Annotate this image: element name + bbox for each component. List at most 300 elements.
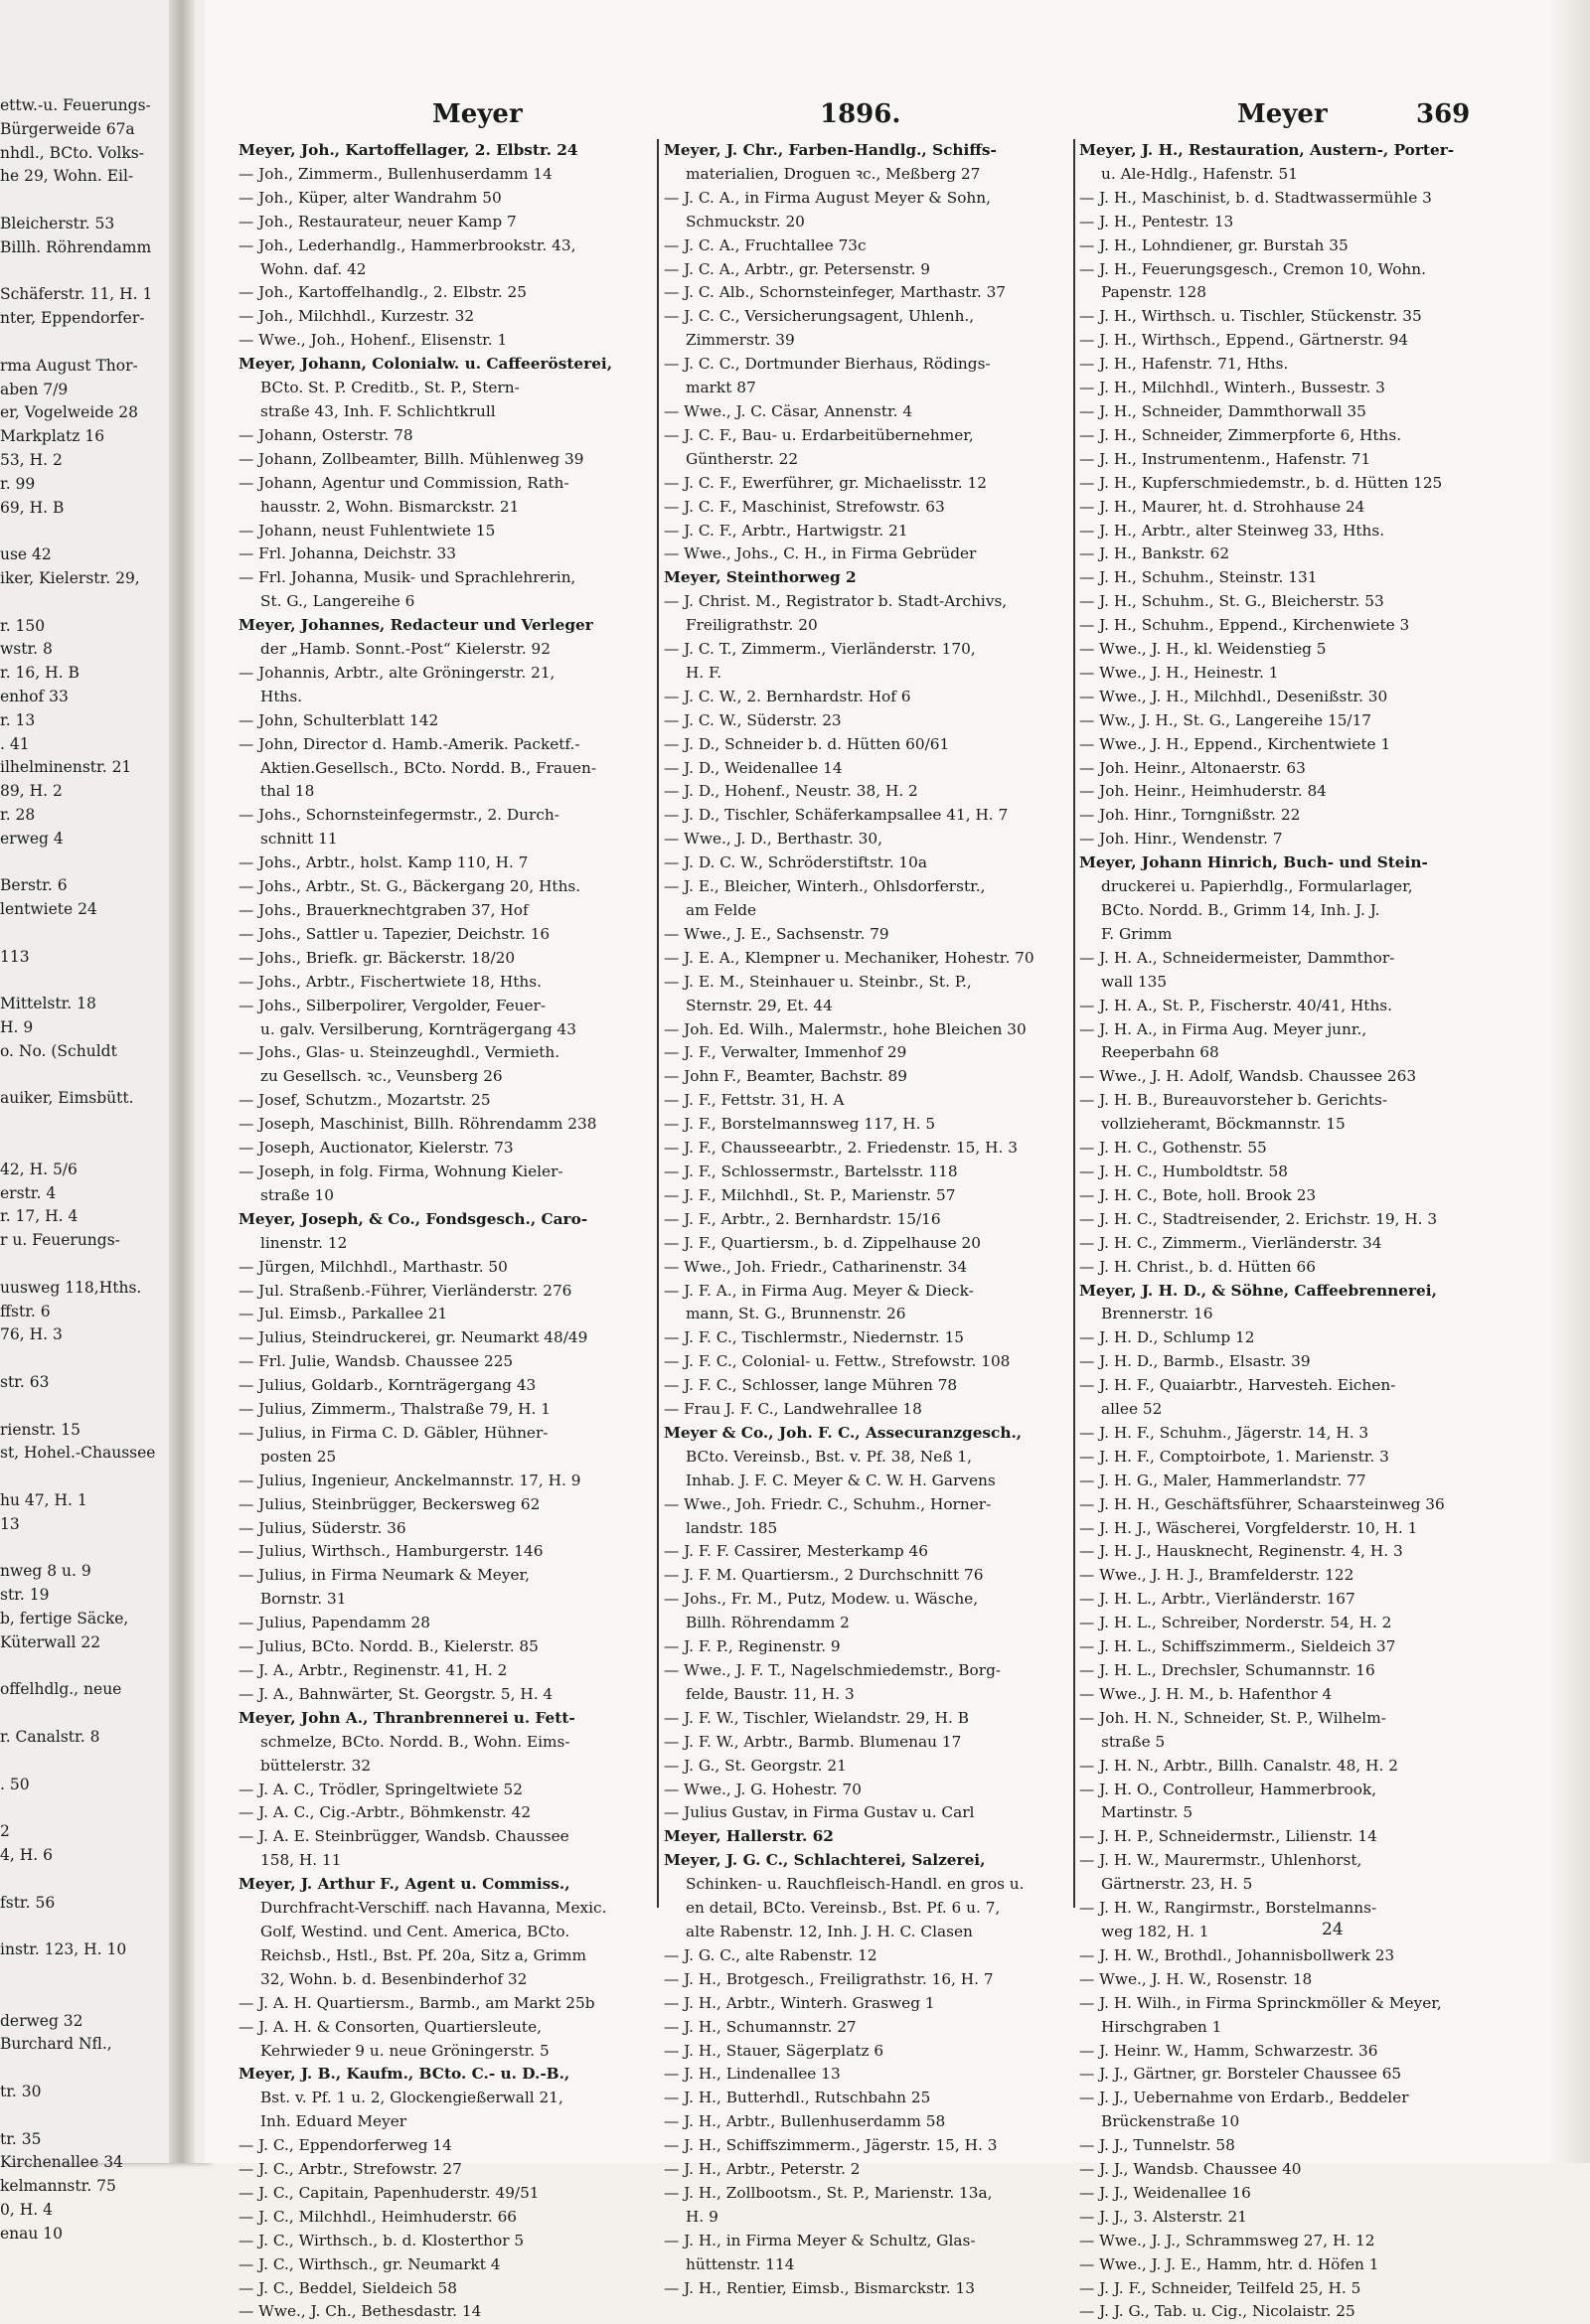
- left-fragment-line: tr. 30: [0, 2082, 42, 2100]
- directory-entry: — J. F. F. Cassirer, Mesterkamp 46: [664, 1542, 928, 1561]
- left-fragment-line: r. 99: [0, 474, 36, 493]
- directory-entry: — Julius, Papendamm 28: [238, 1614, 431, 1632]
- directory-entry: — J. F. C., Schlosser, lange Mühren 78: [664, 1376, 958, 1395]
- directory-entry: — J. H., Arbtr., Bullenhuserdamm 58: [664, 2112, 946, 2131]
- directory-entry: — J. A. C., Cig.-Arbtr., Böhmkenstr. 42: [238, 1803, 532, 1822]
- directory-entry: — J. H., Instrumentenm., Hafenstr. 71: [1079, 449, 1371, 468]
- directory-entry: — Julius Gustav, in Firma Gustav u. Carl: [664, 1803, 975, 1822]
- directory-entry: — J. H., Schuhm., St. G., Bleicherstr. 53: [1079, 592, 1384, 611]
- directory-entry: — Julius, Ingenieur, Anckelmannstr. 17, H. 9: [238, 1471, 581, 1489]
- directory-entry: — J. F., Chausseearbtr., 2. Friedenstr. 15, H. 3: [664, 1139, 1018, 1158]
- directory-entry: — J. E., Bleicher, Winterh., Ohlsdorferstr.,: [664, 877, 986, 896]
- directory-entry: — Johs., Arbtr., St. G., Bäckergang 20, Hths.: [238, 877, 581, 896]
- directory-entry: — J. H., in Firma Meyer & Schultz, Glas-: [664, 2231, 976, 2249]
- directory-entry: Meyer, J. B., Kaufm., BCto. C.- u. D.-B.,: [238, 2065, 570, 2084]
- left-fragment-line: wstr. 8: [0, 640, 53, 659]
- directory-entry: — J. H., Schuhm., Steinstr. 131: [1079, 568, 1318, 587]
- left-fragment-line: er, Vogelweide 28: [0, 403, 139, 422]
- left-fragment-line: b, fertige Säcke,: [0, 1610, 129, 1627]
- directory-entry: hausstr. 2, Wohn. Bismarckstr. 21: [260, 497, 520, 516]
- directory-entry: — J. H., Stauer, Sägerplatz 6: [664, 2041, 884, 2060]
- directory-entry: schmelze, BCto. Nordd. B., Wohn. Eims-: [260, 1732, 570, 1751]
- directory-entry: — J. C. F., Ewerführer, gr. Michaelisstr. 12: [664, 473, 987, 492]
- directory-entry: markt 87: [686, 379, 756, 397]
- left-fragment-line: Kirchenallee 34: [0, 2153, 123, 2172]
- directory-entry: — J. C., Wirthsch., gr. Neumarkt 4: [238, 2254, 501, 2273]
- left-fragment-line: 76, H. 3: [0, 1325, 63, 1344]
- directory-entry: — Johannis, Arbtr., alte Gröningerstr. 21,: [238, 663, 556, 682]
- directory-entry: — J. H. C., Gothenstr. 55: [1079, 1139, 1267, 1158]
- directory-entry: Güntherstr. 22: [686, 449, 799, 468]
- directory-entry: — J. C. F., Arbtr., Hartwigstr. 21: [664, 521, 908, 540]
- directory-entry: — J. F. W., Arbtr., Barmb. Blumenau 17: [664, 1732, 962, 1751]
- directory-entry: Meyer, Hallerstr. 62: [664, 1827, 834, 1846]
- directory-entry: — Wwe., J. D., Berthastr. 30,: [664, 830, 882, 849]
- left-page-fragment: [0, 94, 167, 2247]
- directory-entry: — Josef, Schutzm., Mozartstr. 25: [238, 1091, 491, 1110]
- left-fragment-line: r. 28: [0, 805, 36, 824]
- directory-entry: der „Hamb. Sonnt.-Post“ Kielerstr. 92: [260, 640, 552, 659]
- page-number: 369: [1416, 99, 1471, 129]
- directory-entry: mann, St. G., Brunnenstr. 26: [686, 1305, 906, 1323]
- left-fragment-line: H. 9: [0, 1018, 34, 1037]
- directory-entry: — J. H., Schneider, Dammthorwall 35: [1079, 401, 1366, 420]
- directory-entry: Sternstr. 29, Et. 44: [686, 996, 833, 1014]
- left-fragment-line: Billh. Röhrendamm: [0, 237, 152, 256]
- left-fragment-line: hu 47, H. 1: [0, 1491, 87, 1510]
- directory-entry: — Wwe., J. H., Eppend., Kirchentwiete 1: [1079, 734, 1391, 753]
- directory-entry: — J. G. C., alte Rabenstr. 12: [664, 1945, 877, 1964]
- directory-entry: — John, Director d. Hamb.-Amerik. Packetf.-: [238, 734, 580, 753]
- directory-entry: Brennerstr. 16: [1101, 1305, 1213, 1323]
- directory-entry: — J. H. Wilh., in Firma Sprinckmöller & Meyer,: [1079, 1993, 1442, 2012]
- directory-entry: — J. F. M. Quartiersm., 2 Durchschnitt 76: [664, 1566, 984, 1585]
- directory-entry: — J. E. A., Klempner u. Mechaniker, Hohestr. 70: [664, 948, 1034, 967]
- directory-entry: — J. C. A., Arbtr., gr. Petersenstr. 9: [664, 259, 931, 278]
- directory-entry: — Joh., Kartoffelhandlg., 2. Elbstr. 25: [238, 283, 527, 302]
- directory-entry: — J. F., Schlossermstr., Bartelsstr. 118: [664, 1162, 958, 1180]
- left-fragment-line: [0, 1537, 167, 1561]
- left-fragment-line: [0, 2057, 167, 2081]
- directory-entry: — Joh. Hinr., Wendenstr. 7: [1079, 830, 1283, 849]
- directory-entry: — Joh., Zimmerm., Bullenhuserdamm 14: [238, 164, 553, 183]
- directory-entry: — Wwe., J. H., Milchhdl., Desenißstr. 30: [1079, 687, 1388, 705]
- left-fragment-line: str. 63: [0, 1373, 50, 1392]
- directory-entry: — J. H., Kupferschmiedemstr., b. d. Hütten 125: [1079, 473, 1443, 492]
- directory-entry: — Johs., Glas- u. Steinzeughdl., Vermieth.: [238, 1043, 560, 1062]
- directory-entry: Gärtnerstr. 23, H. 5: [1101, 1875, 1253, 1894]
- directory-entry: — J. H., Zollbootsm., St. P., Marienstr. 13a,: [664, 2183, 993, 2202]
- left-fragment-line: rienstr. 15: [0, 1420, 80, 1439]
- directory-entry: — Wwe., J. J., Schrammsweg 27, H. 12: [1079, 2231, 1375, 2249]
- directory-entry: — J. D. C. W., Schröderstiftstr. 10a: [664, 853, 928, 872]
- directory-entry: Golf, Westind. und Cent. America, BCto.: [260, 1922, 570, 1940]
- directory-entry: — J. C. F., Bau- u. Erdarbeitübernehmer,: [664, 425, 974, 444]
- directory-entry: — J. H., Maurer, ht. d. Strohhause 24: [1079, 497, 1365, 516]
- left-fragment-line: enau 10: [0, 2224, 64, 2243]
- directory-entry: — J. C. C., Dortmunder Bierhaus, Rödings-: [664, 355, 991, 374]
- directory-entry: Freiligrathstr. 20: [686, 616, 818, 635]
- directory-entry: Meyer, Johannes, Redacteur und Verleger: [238, 616, 593, 635]
- directory-entry: — Wwe., J. G. Hohestr. 70: [664, 1780, 862, 1798]
- directory-entry: straße 5: [1101, 1732, 1166, 1751]
- directory-entry: — J. H. L., Arbtr., Vierländerstr. 167: [1079, 1590, 1355, 1609]
- left-fragment-line: [0, 1466, 167, 1489]
- directory-entry: — J. H., Butterhdl., Rutschbahn 25: [664, 2089, 931, 2107]
- directory-entry: Durchfracht-Verschiff. nach Havanna, Mexic.: [260, 1899, 607, 1918]
- directory-entry: — Julius, Goldarb., Kornträgergang 43: [238, 1376, 537, 1395]
- directory-entry: — J. H. W., Maurermstr., Uhlenhorst,: [1079, 1851, 1362, 1870]
- directory-entry: — J. H. L., Schreiber, Norderstr. 54, H. 2: [1079, 1614, 1392, 1632]
- directory-entry: — J. Heinr. W., Hamm, Schwarzestr. 36: [1079, 2041, 1378, 2060]
- directory-entry: Zimmerstr. 39: [686, 331, 795, 350]
- directory-entry: — J. H., Arbtr., Winterh. Grasweg 1: [664, 1993, 935, 2012]
- directory-entry: — John, Schulterblatt 142: [238, 710, 439, 729]
- directory-entry: — J. H., Schneider, Zimmerpforte 6, Hths.: [1079, 425, 1402, 444]
- directory-entry: — J. H. A., St. P., Fischerstr. 40/41, Hths.: [1079, 996, 1393, 1014]
- directory-entry: — Julius, BCto. Nordd. B., Kielerstr. 85: [238, 1637, 539, 1656]
- directory-entry: BCto. Nordd. B., Grimm 14, Inh. J. J.: [1101, 901, 1380, 919]
- left-fragment-line: erstr. 4: [0, 1183, 57, 1202]
- directory-entry: Hirschgraben 1: [1101, 2017, 1222, 2036]
- directory-entry: u. Ale-Hdlg., Hafenstr. 51: [1101, 164, 1298, 183]
- directory-entry: — J. J., Wandsb. Chaussee 40: [1079, 2160, 1302, 2179]
- left-fragment-line: 113: [0, 947, 30, 966]
- directory-entry: — Joh. H. N., Schneider, St. P., Wilhelm-: [1079, 1708, 1386, 1727]
- directory-entry: — J. H., Bankstr. 62: [1079, 544, 1230, 563]
- directory-entry: — J. J., Weidenallee 16: [1079, 2183, 1251, 2202]
- directory-entry: Schmuckstr. 20: [686, 212, 805, 231]
- directory-entry: Papenstr. 128: [1101, 283, 1206, 302]
- left-fragment-line: [0, 1962, 167, 1986]
- directory-entry: — Julius, Wirthsch., Hamburgerstr. 146: [238, 1542, 544, 1561]
- left-fragment-line: r. 150: [0, 616, 46, 635]
- directory-entry: H. F.: [686, 663, 722, 682]
- directory-entry: — J. C., Arbtr., Strefowstr. 27: [238, 2160, 462, 2179]
- directory-entry: 158, H. 11: [260, 1851, 342, 1870]
- directory-entry: — J. D., Schneider b. d. Hütten 60/61: [664, 734, 950, 753]
- left-fragment-line: he 29, Wohn. Eil-: [0, 167, 134, 186]
- directory-entry: — Joh. Ed. Wilh., Malermstr., hohe Bleichen 30: [664, 1019, 1027, 1038]
- directory-entry: — J. H. F., Comptoirbote, 1. Marienstr. 3: [1079, 1447, 1389, 1466]
- left-fragment-line: iker, Kielerstr. 29,: [0, 568, 140, 587]
- directory-entry: — Wwe., J. E., Sachsenstr. 79: [664, 924, 889, 943]
- left-fragment-line: 0, H. 4: [0, 2200, 53, 2219]
- left-fragment-line: [0, 1915, 167, 1938]
- directory-entry: — J. F. C., Colonial- u. Fettw., Strefowstr. 108: [664, 1352, 1011, 1371]
- directory-entry: — J. H. Christ., b. d. Hütten 66: [1079, 1257, 1316, 1276]
- left-fragment-line: Burchard Nfl.,: [0, 2035, 112, 2054]
- directory-entry: — Johann, neust Fuhlentwiete 15: [238, 521, 496, 540]
- directory-entry: Meyer, J. H. D., & Söhne, Caffeebrennerei,: [1079, 1281, 1437, 1300]
- directory-entry: — J. H. C., Zimmerm., Vierländerstr. 34: [1079, 1233, 1382, 1252]
- left-fragment-line: use 42: [0, 545, 52, 564]
- directory-entry: — J. H. W., Brothdl., Johannisbollwerk 23: [1079, 1945, 1395, 1964]
- directory-entry: zu Gesellsch. ꝛc., Veunsberg 26: [260, 1067, 503, 1086]
- directory-entry: posten 25: [260, 1447, 337, 1466]
- directory-entry: Schinken- u. Rauchfleisch-Handl. en gros u.: [686, 1875, 1025, 1894]
- directory-entry: — J. H., Arbtr., Peterstr. 2: [664, 2160, 861, 2179]
- left-fragment-line: 42, H. 5/6: [0, 1160, 78, 1178]
- directory-entry: — Wwe., Joh. Friedr. C., Schuhm., Horner-: [664, 1494, 992, 1513]
- directory-entry: Brückenstraße 10: [1101, 2112, 1240, 2131]
- left-fragment-line: uusweg 118,Hths.: [0, 1278, 142, 1297]
- directory-entry: — J. H., Maschinist, b. d. Stadtwassermühle 3: [1079, 188, 1432, 207]
- left-fragment-line: r. Canalstr. 8: [0, 1727, 100, 1746]
- directory-entry: — Frl. Johanna, Musik- und Sprachlehrerin,: [238, 568, 576, 587]
- left-fragment-line: fstr. 56: [0, 1893, 56, 1912]
- left-fragment-line: r. 13: [0, 710, 36, 729]
- page-edge: [1550, 0, 1590, 2163]
- directory-entry: — J. D., Hohenf., Neustr. 38, H. 2: [664, 782, 918, 801]
- directory-entry: — J. J. G., Tab. u. Cig., Nicolaistr. 25: [1079, 2302, 1355, 2321]
- directory-entry: — J. C., Wirthsch., b. d. Klosterthor 5: [238, 2231, 525, 2249]
- directory-entry: — Johann, Agentur und Commission, Rath-: [238, 473, 569, 492]
- directory-entry: — J. F., Arbtr., 2. Bernhardstr. 15/16: [664, 1209, 941, 1228]
- directory-entry: — J. A. H. Quartiersm., Barmb., am Markt 25b: [238, 1993, 595, 2012]
- directory-entry: am Felde: [686, 901, 757, 919]
- directory-entry: straße 43, Inh. F. Schlichtkrull: [260, 401, 496, 420]
- left-fragment-line: nter, Eppendorfer-: [0, 309, 145, 328]
- directory-entry: — J. C. F., Maschinist, Strefowstr. 63: [664, 497, 945, 516]
- left-fragment-line: [0, 520, 167, 543]
- directory-entry: Meyer & Co., Joh. F. C., Assecuranzgesch.,: [664, 1423, 1023, 1442]
- directory-entry: — J. C., Eppendorferweg 14: [238, 2136, 452, 2155]
- directory-entry: Hths.: [260, 687, 303, 705]
- column-rule-1: [657, 139, 659, 1908]
- directory-entry: — Wwe., J. Ch., Bethesdastr. 14: [238, 2302, 482, 2321]
- directory-entry: — J. H. D., Barmb., Elsastr. 39: [1079, 1352, 1311, 1371]
- directory-entry: — J. J. F., Schneider, Teilfeld 25, H. 5: [1079, 2278, 1361, 2297]
- directory-entry: — Joh. Hinr., Torngnißstr. 22: [1079, 806, 1301, 825]
- directory-entry: — J. A. C., Trödler, Springeltwiete 52: [238, 1780, 523, 1798]
- directory-entry: — J. H., Lindenallee 13: [664, 2065, 841, 2084]
- directory-entry: — J. H., Schuhm., Eppend., Kirchenwiete 3: [1079, 616, 1410, 635]
- left-fragment-line: 4, H. 6: [0, 1845, 53, 1864]
- directory-entry: — J. A. H. & Consorten, Quartiersleute,: [238, 2017, 542, 2036]
- left-fragment-line: [0, 1253, 167, 1277]
- left-fragment-line: [0, 189, 167, 213]
- directory-entry: felde, Baustr. 11, H. 3: [686, 1684, 855, 1703]
- left-fragment-line: ilhelminenstr. 21: [0, 758, 132, 777]
- left-fragment-line: [0, 1655, 167, 1679]
- left-fragment-line: 89, H. 2: [0, 782, 63, 801]
- left-fragment-line: derweg 32: [0, 2011, 83, 2030]
- directory-entry: — Joh., Küper, alter Wandrahm 50: [238, 188, 502, 207]
- directory-entry: Meyer, Joseph, & Co., Fondsgesch., Caro-: [238, 1209, 588, 1228]
- left-fragment-line: aben 7/9: [0, 380, 69, 398]
- left-fragment-line: [0, 922, 167, 946]
- directory-entry: — J. J., Gärtner, gr. Borsteler Chaussee 65: [1079, 2065, 1402, 2084]
- directory-entry: — Joh., Milchhdl., Kurzestr. 32: [238, 307, 475, 326]
- directory-entry: — Frl. Johanna, Deichstr. 33: [238, 544, 457, 563]
- directory-entry: — J. H., Hafenstr. 71, Hths.: [1079, 355, 1289, 374]
- directory-entry: — J. Christ. M., Registrator b. Stadt-Archivs,: [664, 592, 1008, 611]
- directory-entry: Meyer, Joh., Kartoffellager, 2. Elbstr. 24: [238, 141, 578, 159]
- directory-entry: — J. F. C., Tischlermstr., Niedernstr. 15: [664, 1328, 965, 1347]
- left-fragment-line: st, Hohel.-Chaussee: [0, 1444, 156, 1463]
- directory-entry: — Ww., J. H., St. G., Langereihe 15/17: [1079, 710, 1372, 729]
- directory-entry: — J. C., Beddel, Sieldeich 58: [238, 2278, 457, 2297]
- left-fragment-line: [0, 1986, 167, 2010]
- column-1: [238, 139, 654, 2324]
- directory-entry: — J. H. C., Humboldtstr. 58: [1079, 1162, 1288, 1180]
- directory-entry: Meyer, J. Chr., Farben-Handlg., Schiffs-: [664, 141, 997, 159]
- directory-entry: — Wwe., J. J. E., Hamm, htr. d. Höfen 1: [1079, 2254, 1379, 2273]
- directory-entry: — Joh., Restaurateur, neuer Kamp 7: [238, 212, 517, 231]
- header-year: 1896.: [820, 99, 901, 129]
- left-fragment-line: [0, 1395, 167, 1419]
- directory-entry: — Johs., Sattler u. Tapezier, Deichstr. 16: [238, 924, 551, 943]
- directory-entry: — J. H., Wirthsch. u. Tischler, Stückenstr. 35: [1079, 307, 1422, 326]
- directory-entry: — Julius, in Firma Neumark & Meyer,: [238, 1566, 531, 1585]
- directory-entry: — J. H. A., in Firma Aug. Meyer junr.,: [1079, 1019, 1367, 1038]
- column-2: [664, 139, 1071, 2300]
- left-fragment-line: r u. Feuerungs-: [0, 1231, 120, 1250]
- directory-entry: — J. H. W., Rangirmstr., Borstelmanns-: [1079, 1899, 1377, 1918]
- directory-entry: Martinstr. 5: [1101, 1803, 1193, 1822]
- left-fragment-line: . 50: [0, 1775, 30, 1793]
- directory-entry: — J. F. W., Tischler, Wielandstr. 29, H. B: [664, 1708, 969, 1727]
- directory-entry: büttelerstr. 32: [260, 1756, 372, 1775]
- directory-entry: — J. H., Schumannstr. 27: [664, 2017, 857, 2036]
- directory-entry: — J. A. E. Steinbrügger, Wandsb. Chaussee: [238, 1827, 569, 1846]
- directory-entry: en detail, BCto. Vereinsb., Bst. Pf. 6 u. 7,: [686, 1899, 1001, 1918]
- directory-entry: Reeperbahn 68: [1101, 1043, 1219, 1062]
- directory-entry: — Wwe., J. H. Adolf, Wandsb. Chaussee 263: [1079, 1067, 1417, 1086]
- left-fragment-line: auiker, Eimsbütt.: [0, 1089, 134, 1108]
- directory-entry: — Joseph, in folg. Firma, Wohnung Kieler-: [238, 1162, 563, 1180]
- directory-entry: Wohn. daf. 42: [260, 259, 367, 278]
- left-fragment-line: [0, 1702, 167, 1726]
- directory-entry: — J. C., Milchhdl., Heimhuderstr. 66: [238, 2207, 518, 2226]
- directory-entry: — Wwe., J. H., Heinestr. 1: [1079, 663, 1279, 682]
- directory-entry: — J. H., Feuerungsgesch., Cremon 10, Wohn.: [1079, 259, 1426, 278]
- directory-entry: — J. H., Brotgesch., Freiligrathstr. 16, H. 7: [664, 1969, 994, 1988]
- left-fragment-line: Bleicherstr. 53: [0, 214, 115, 232]
- left-fragment-line: [0, 1135, 167, 1159]
- directory-entry: — Wwe., J. H. W., Rosenstr. 18: [1079, 1969, 1313, 1988]
- directory-entry: — Johann, Zollbeamter, Billh. Mühlenweg 39: [238, 449, 584, 468]
- directory-entry: — J. H. B., Bureauvorsteher b. Gerichts-: [1079, 1091, 1388, 1110]
- directory-entry: — J. H. G., Maler, Hammerlandstr. 77: [1079, 1471, 1366, 1489]
- column-3: [1079, 139, 1497, 2324]
- directory-entry: H. 9: [686, 2207, 718, 2226]
- directory-entry: — John F., Beamter, Bachstr. 89: [664, 1067, 907, 1086]
- directory-entry: Meyer, J. Arthur F., Agent u. Commiss.,: [238, 1875, 570, 1894]
- directory-entry: — J. J., 3. Alsterstr. 21: [1079, 2207, 1247, 2226]
- header-right-title: Meyer: [1237, 99, 1328, 129]
- directory-entry: — Johs., Brauerknechtgraben 37, Hof: [238, 901, 529, 919]
- directory-entry: Inhab. J. F. C. Meyer & C. W. H. Garvens: [686, 1471, 996, 1489]
- directory-entry: — J. G., St. Georgstr. 21: [664, 1756, 847, 1775]
- directory-entry: allee 52: [1101, 1400, 1163, 1419]
- directory-entry: — Joseph, Auctionator, Kielerstr. 73: [238, 1139, 514, 1158]
- left-fragment-line: Berstr. 6: [0, 876, 68, 895]
- directory-entry: F. Grimm: [1101, 924, 1173, 943]
- directory-entry: — J. E. M., Steinhauer u. Steinbr., St. P.,: [664, 972, 972, 991]
- directory-entry: — J. D., Weidenallee 14: [664, 758, 843, 777]
- directory-entry: — Joh. Heinr., Heimhuderstr. 84: [1079, 782, 1327, 801]
- left-fragment-line: ettw.-u. Feuerungs-: [0, 96, 151, 114]
- directory-entry: — Julius, Süderstr. 36: [238, 1518, 406, 1537]
- directory-entry: — Wwe., Joh. Friedr., Catharinenstr. 34: [664, 1257, 968, 1276]
- directory-entry: — J. A., Arbtr., Reginenstr. 41, H. 2: [238, 1661, 508, 1679]
- directory-entry: 32, Wohn. b. d. Besenbinderhof 32: [260, 1969, 528, 1988]
- directory-entry: — Julius, in Firma C. D. Gäbler, Hühner-: [238, 1423, 549, 1442]
- left-fragment-line: rma August Thor-: [0, 356, 138, 375]
- directory-entry: Meyer, J. H., Restauration, Austern-, Porter-: [1079, 141, 1455, 159]
- left-fragment-line: Küterwall 22: [0, 1632, 101, 1651]
- directory-entry: — J. H. A., Schneidermeister, Dammthor-: [1079, 948, 1395, 967]
- directory-entry: schnitt 11: [260, 830, 338, 849]
- left-fragment-line: 2: [0, 1822, 10, 1841]
- left-fragment-line: tr. 35: [0, 2129, 42, 2148]
- directory-entry: — J. F., Quartiersm., b. d. Zippelhause 20: [664, 1233, 981, 1252]
- directory-entry: — Julius, Zimmerm., Thalstraße 79, H. 1: [238, 1400, 551, 1419]
- directory-entry: — J. H. D., Schlump 12: [1079, 1328, 1255, 1347]
- directory-entry: — J. C. T., Zimmerm., Vierländerstr. 170,: [664, 640, 976, 659]
- left-fragment-line: [0, 1868, 167, 1892]
- directory-entry: — J. F., Borstelmannsweg 117, H. 5: [664, 1115, 936, 1134]
- directory-entry: — Joseph, Maschinist, Billh. Röhrendamm 238: [238, 1115, 597, 1134]
- directory-entry: — J. A., Bahnwärter, St. Georgstr. 5, H. 4: [238, 1684, 554, 1703]
- left-fragment-line: [0, 852, 167, 875]
- directory-entry: St. G., Langereihe 6: [260, 592, 415, 611]
- left-fragment-line: lentwiete 24: [0, 900, 97, 919]
- left-fragment-line: Markplatz 16: [0, 427, 105, 446]
- left-fragment-line: r. 17, H. 4: [0, 1207, 79, 1226]
- directory-entry: — Jul. Eimsb., Parkallee 21: [238, 1305, 448, 1323]
- left-fragment-line: [0, 969, 167, 993]
- directory-entry: — J. H. L., Schiffszimmerm., Sieldeich 37: [1079, 1637, 1396, 1656]
- directory-entry: — J. C. Alb., Schornsteinfeger, Marthastr. 37: [664, 283, 1007, 302]
- directory-entry: — Johs., Arbtr., holst. Kamp 110, H. 7: [238, 853, 529, 872]
- directory-entry: — Joh. Heinr., Altonaerstr. 63: [1079, 758, 1306, 777]
- directory-entry: — Johs., Fr. M., Putz, Modew. u. Wäsche,: [664, 1590, 979, 1609]
- directory-entry: druckerei u. Papierhdlg., Formularlager,: [1101, 877, 1413, 896]
- directory-entry: — Wwe., J. C. Cäsar, Annenstr. 4: [664, 401, 913, 420]
- directory-entry: — J. H., Rentier, Eimsb., Bismarckstr. 13: [664, 2278, 975, 2297]
- directory-entry: — J. F., Fettstr. 31, H. A: [664, 1091, 845, 1110]
- directory-entry: Reichsb., Hstl., Bst. Pf. 20a, Sitz a, Grimm: [260, 1945, 587, 1964]
- directory-entry: thal 18: [260, 782, 315, 801]
- directory-entry: — Frl. Julie, Wandsb. Chaussee 225: [238, 1352, 514, 1371]
- directory-entry: — J. C. W., 2. Bernhardstr. Hof 6: [664, 687, 911, 705]
- left-fragment-line: [0, 1064, 167, 1088]
- directory-entry: — J. H. J., Wäscherei, Vorgfelderstr. 10, H. 1: [1079, 1518, 1418, 1537]
- directory-entry: — J. H., Schiffszimmerm., Jägerstr. 15, H. 3: [664, 2136, 998, 2155]
- directory-entry: — Joh., Lederhandlg., Hammerbrookstr. 43,: [238, 235, 576, 254]
- left-fragment-line: str. 19: [0, 1586, 50, 1605]
- directory-entry: landstr. 185: [686, 1518, 778, 1537]
- directory-entry: — J. F., Verwalter, Immenhof 29: [664, 1043, 907, 1062]
- directory-entry: — J. H. H., Geschäftsführer, Schaarsteinweg 36: [1079, 1494, 1445, 1513]
- left-fragment-line: [0, 260, 167, 284]
- directory-entry: — J. H., Lohndiener, gr. Burstah 35: [1079, 235, 1349, 254]
- left-fragment-line: Schäferstr. 11, H. 1: [0, 285, 153, 304]
- directory-entry: alte Rabenstr. 12, Inh. J. H. C. Clasen: [686, 1922, 973, 1940]
- directory-entry: Meyer, J. G. C., Schlachterei, Salzerei,: [664, 1851, 986, 1870]
- directory-entry: — J. H., Wirthsch., Eppend., Gärtnerstr. 94: [1079, 331, 1409, 350]
- left-fragment-line: erweg 4: [0, 829, 64, 848]
- book-spine: [169, 0, 195, 2163]
- left-fragment-line: 69, H. B: [0, 498, 65, 517]
- header-left-title: Meyer: [432, 99, 523, 129]
- directory-entry: BCto. Vereinsb., Bst. v. Pf. 38, Neß 1,: [686, 1447, 973, 1466]
- left-fragment-line: . 41: [0, 734, 30, 753]
- directory-entry: — J. J., Uebernahme von Erdarb., Beddeler: [1079, 2089, 1409, 2107]
